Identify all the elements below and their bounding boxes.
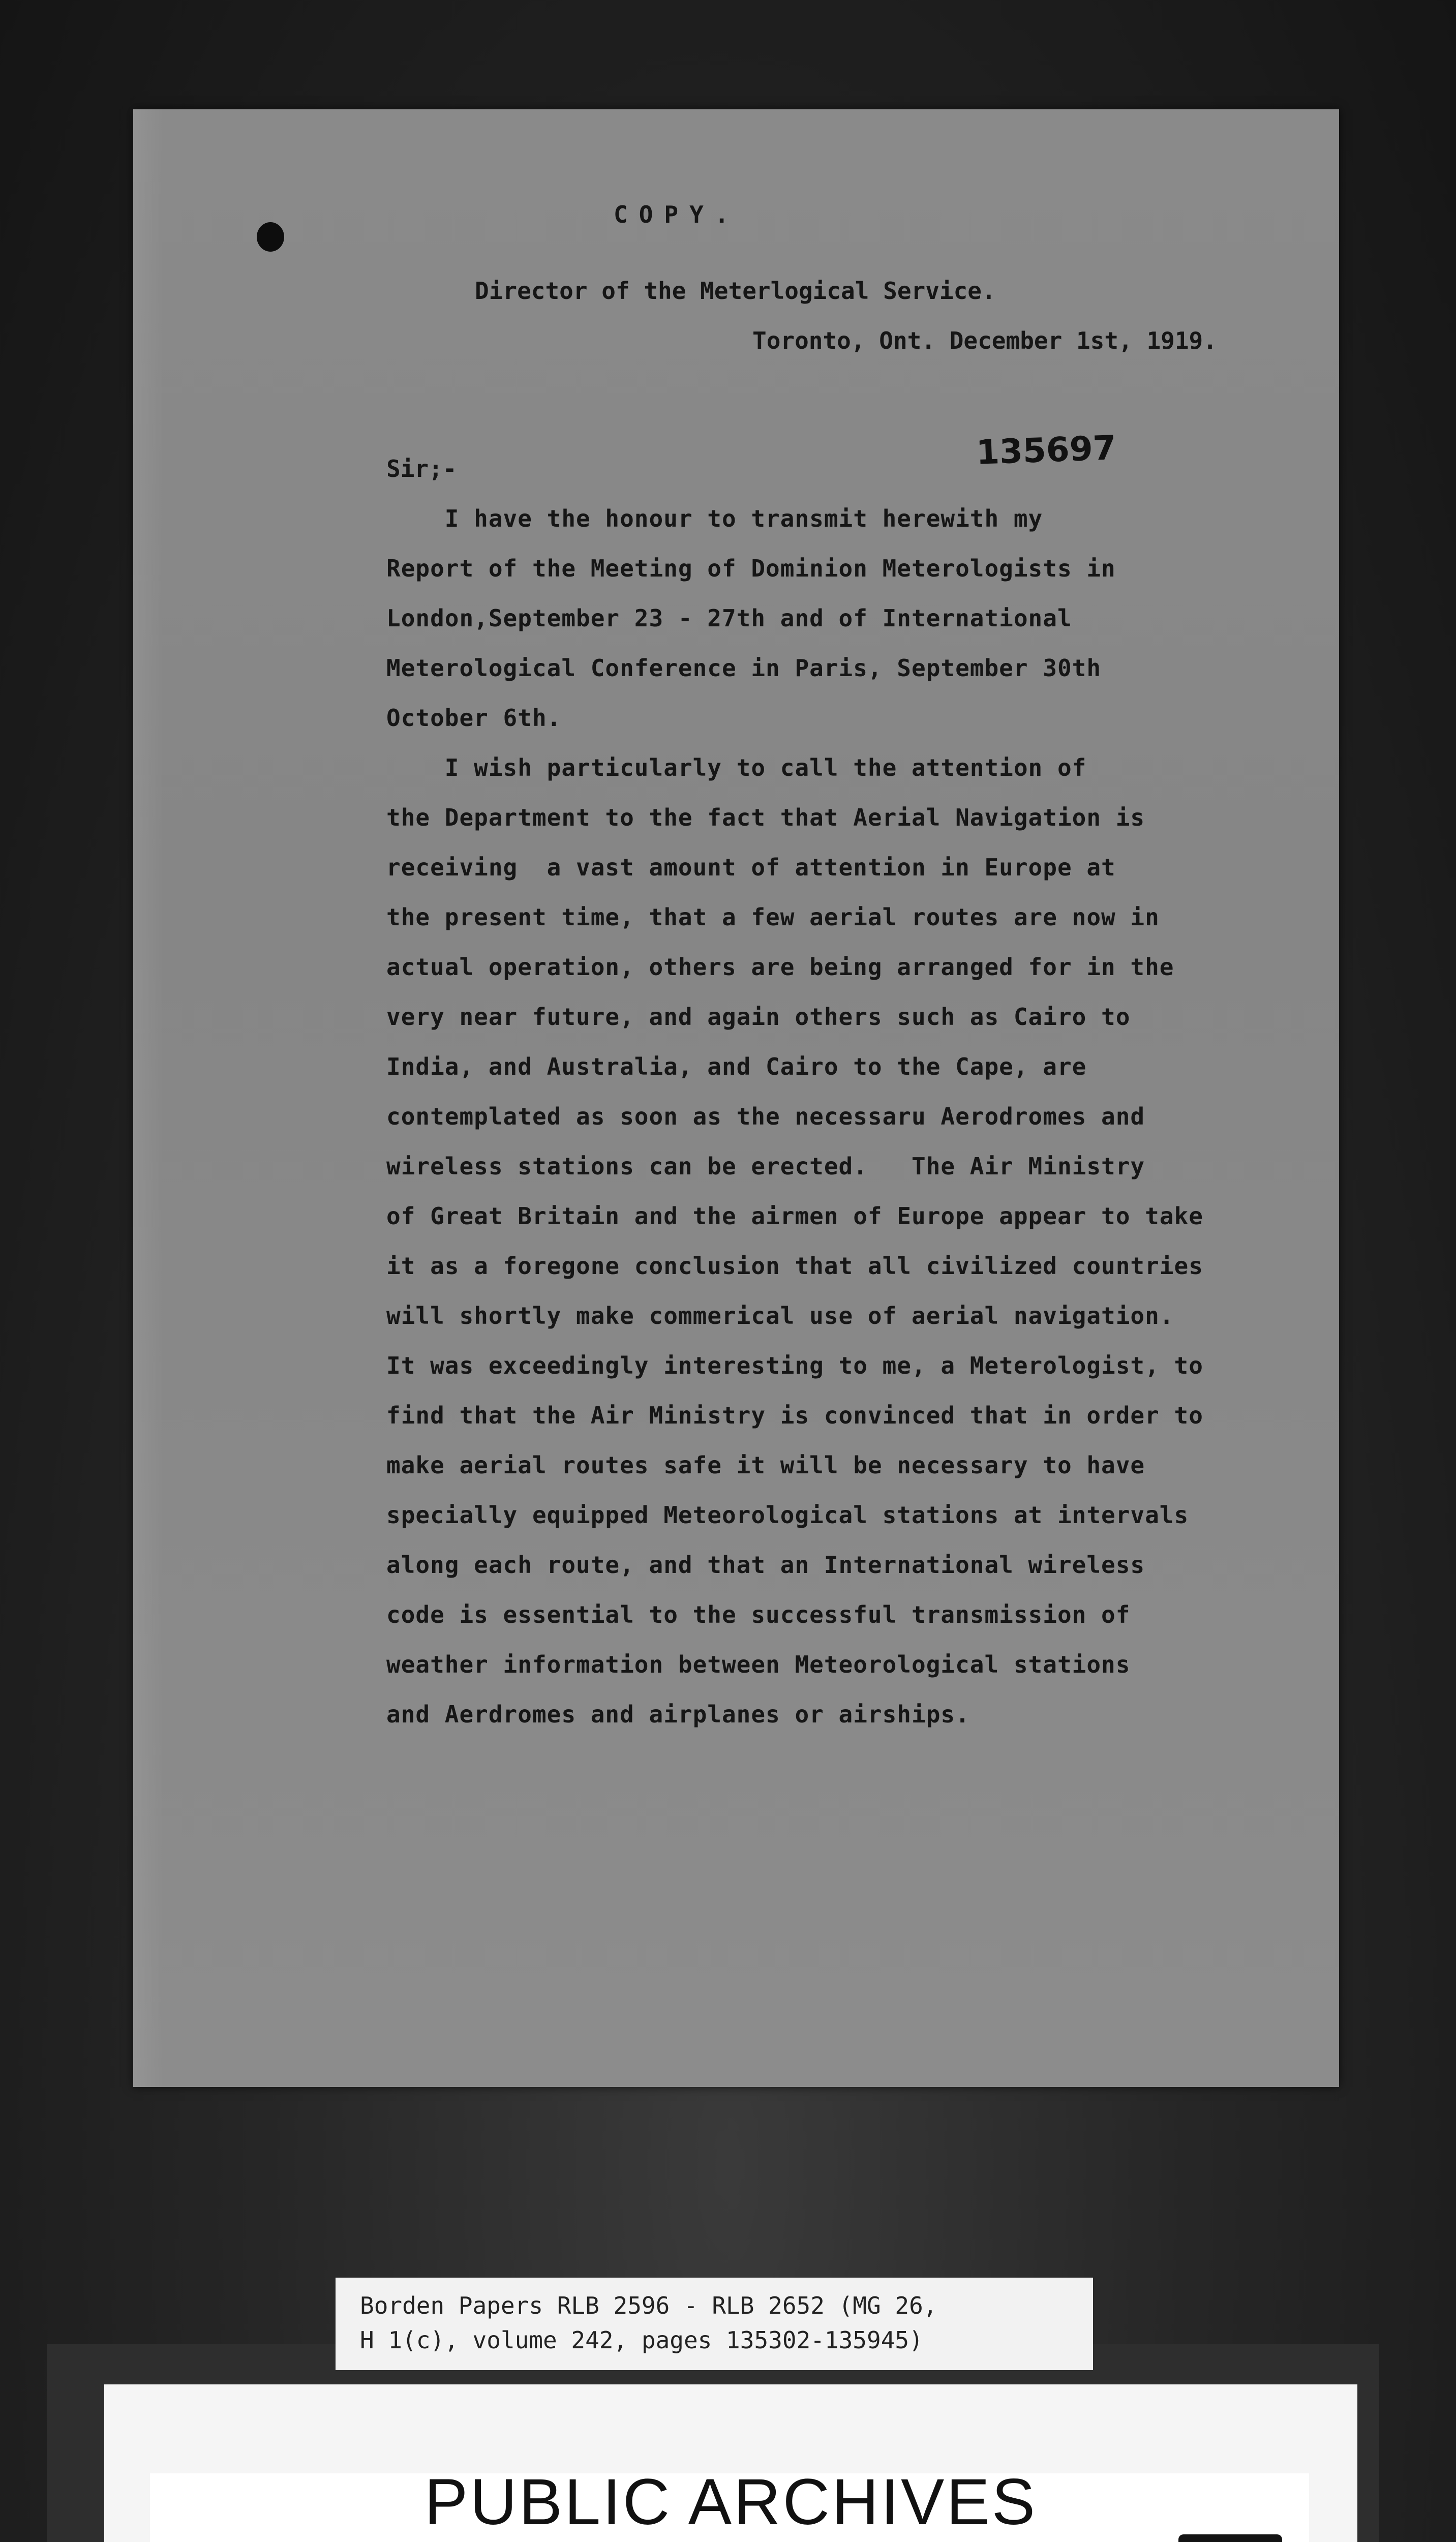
letter-line: London,September 23 - 27th and of International: [386, 604, 1072, 632]
salutation: Sir;-: [386, 455, 457, 482]
punch-hole: [257, 222, 284, 252]
reference-slip: [336, 2278, 1093, 2370]
letter-line: India, and Australia, and Cairo to the Cape, are: [386, 1053, 1087, 1080]
letter-line: very near future, and again others such as Cairo to: [386, 1003, 1131, 1031]
letter-line: I wish particularly to call the attention of: [386, 754, 1087, 781]
letter-line: October 6th.: [386, 704, 562, 732]
letter-line: of Great Britain and the airmen of Europe appear to take: [386, 1202, 1203, 1230]
letter-line: will shortly make commerical use of aerial navigation.: [386, 1302, 1174, 1329]
letter-line: and Aerdromes and airplanes or airships.: [386, 1701, 970, 1728]
letter-line: wireless stations can be erected. The Air Ministry: [386, 1153, 1145, 1180]
reference-line-1: Borden Papers RLB 2596 - RLB 2652 (MG 26,: [360, 2292, 937, 2319]
archives-canada-logo-icon: [1178, 2534, 1282, 2542]
letter-line: Meterological Conference in Paris, September 30th: [386, 654, 1102, 682]
letter-line: along each route, and that an International wireless: [386, 1551, 1145, 1579]
dateline: Toronto, Ont. December 1st, 1919.: [752, 327, 1217, 354]
archive-title-en: PUBLIC ARCHIVES: [424, 2466, 1038, 2538]
letter-line: make aerial routes safe it will be necessary to have: [386, 1451, 1145, 1479]
letter-line: receiving a vast amount of attention in Europe at: [386, 854, 1116, 881]
letter-line: contemplated as soon as the necessaru Aerodromes and: [386, 1103, 1145, 1130]
letter-line: actual operation, others are being arranged for in the: [386, 953, 1174, 981]
letter-line: it as a foregone conclusion that all civilized countries: [386, 1252, 1203, 1280]
letter-line: Report of the Meeting of Dominion Meterologists in: [386, 555, 1116, 582]
letter-line: the present time, that a few aerial routes are now in: [386, 903, 1160, 931]
letter-line: find that the Air Ministry is convinced that in order to: [386, 1402, 1203, 1429]
sender-heading: Director of the Meterlogical Service.: [475, 277, 996, 305]
reference-line-2: H 1(c), volume 242, pages 135302-135945): [360, 2326, 923, 2354]
page-edge-shading: [133, 109, 164, 2087]
copy-mark: COPY.: [614, 201, 740, 228]
letter-line: specially equipped Meteorological stations at intervals: [386, 1501, 1189, 1529]
letter-line: the Department to the fact that Aerial Navigation is: [386, 804, 1145, 831]
letter-line: I have the honour to transmit herewith my: [386, 505, 1043, 532]
letter-line: It was exceedingly interesting to me, a Meterologist, to: [386, 1352, 1203, 1379]
letter-page: [133, 109, 1339, 2087]
letter-line: code is essential to the successful transmission of: [386, 1601, 1131, 1628]
letter-line: weather information between Meteorological stations: [386, 1651, 1131, 1678]
page-number-stamp: 135697: [975, 428, 1117, 472]
